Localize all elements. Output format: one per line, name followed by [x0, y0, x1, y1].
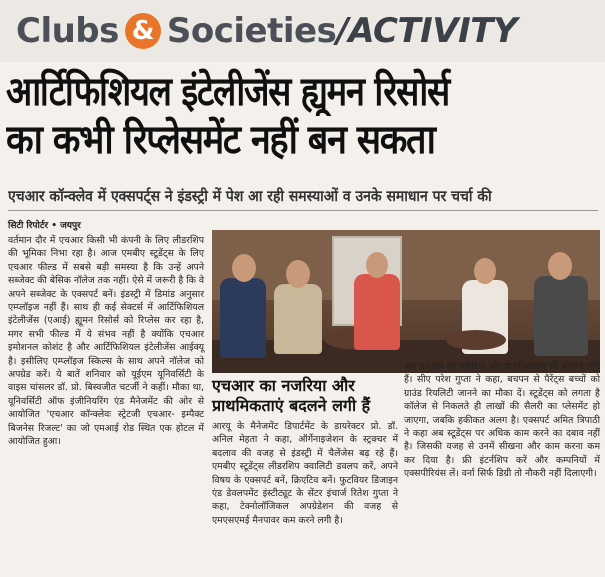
speaker-3	[354, 274, 400, 350]
event-photo	[212, 230, 600, 373]
speaker-1	[220, 278, 266, 358]
article-column-1: वर्तमान दौर में एचआर किसी भी कंपनी के लिए लीडरशिप की भूमिका निभा रहा है। आज एमबीए स्टूडेंट्स के लिए एचआर फील्ड में सबसे बड़ी समस्या है कि उन्हें अपने सब्जेक्ट की बेसिक नॉलेज तक नहीं। ऐसे में जरूरी है कि वे अपने सब्जेक्ट के एक्सपर्ट बनें। इंडस्ट्री में डिमांड अनुसार एम्प्लॉइज नहीं हैं। साथ ही कई सेक्टर्स में आर्टिफिशियल इंटेलीजेंस (एआई) ह्यूमन रिसोर्स को रिप्लेस कर रहा है, मगर सभी फील्ड में ये संभव नहीं है क्योंकि एचआर इमोशनल कोशंट है और आर्टिफिशियल इंटेलीजेंस आईक्यू है। इसीलिए एम्प्लॉइज स्किल्स के साथ अपने नॉलेज को अपग्रेड करें। ये बातें शनिवार को यूईएम यूनिवर्सिटी के वाइस चांसलर डॉ. प्रो. बिस्वजीत चटर्जी ने कहीं। मौका था, यूनिवर्सिटी ऑफ इंजीनियरिंग एंड मैनेजमेंट की ओर से आयोजित 'एचआर कॉन्क्लेवः स्ट्रेटजी एचआर- इम्पैक्ट बिजनेस रिजल्ट' का जो एमआई रोड स्थित एक होटल में आयोजित हुआ।	[8, 235, 204, 448]
byline: सिटी रिपोर्टर • जयपुर	[8, 221, 81, 231]
speaker-5-head	[548, 252, 572, 280]
banner-clubs: Clubs	[16, 11, 119, 51]
article-subtitle: एचआर का नजरिया और प्राथमिकताएं बदलने लगी हैं	[212, 376, 371, 415]
photo-table-2	[446, 330, 506, 350]
article-column-3: अब एचआर का नजरिया और प्राथमिकताएं भी बदलने लगी हैं। सीए परेश गुप्ता ने कहा, बचपन से पैरेंट्स बच्चों को ग्राउंड रियलिटी जानने का मौका दें। स्टूडेंट्स को लगता है कॉलेज से निकलते ही लाखों की सैलरी का प्लेसमेंट हो जाएगा, जबकि हकीकत अलग है। एक्सपर्ट अमित त्रिपाठी ने कहा अब स्टूडेंट्स पर अधिक काम करने का दबाव नहीं है। जिसकी वजह से उनमें सीखना और काम करना कम कर दिया है। फ्री इंटर्नशिप करें और कम्पनियों में एक्सपीरियंस लें। वर्ना सिर्फ डिग्री तो नौकरी नहीं दिलाएगी।	[404, 361, 600, 480]
speaker-3-head	[366, 252, 388, 278]
speaker-2-head	[286, 260, 310, 288]
article-column-2: आरयू के मैनेजमेंट डिपार्टमेंट के डायरेक्टर प्रो. डॉ. अनिल मेहता ने कहा, ऑर्गेनाइजेशन के स्ट्रक्चर में बदलाव की वजह से इंडस्ट्री में चैलेंजेस बढ़ रहे हैं। एमबीए स्टूडेंट्स लीडरशिप क्वालिटी डवलप करें, अपने विषय के एक्सपर्ट बनें, क्रिएटिव बनें। फुटवियर डिजाइन एंड डेवलपमेंट इंस्टीट्यूट के सेंटर इंचार्ज रितेश गुप्ता ने कहा, टेक्नोलॉजिकल अपग्रेडेशन की वजह से एमएसएमई मैनपावर कम करने लगी है।	[212, 421, 398, 526]
headline-line-1: आर्टिफिशियल इंटेलीजेंस ह्यूमन रिसोर्स	[6, 69, 449, 115]
headline	[6, 68, 600, 164]
banner-slash: /	[336, 11, 349, 51]
section-banner	[0, 0, 605, 62]
subheadline: एचआर कॉन्क्लेव में एक्सपर्ट्स ने इंडस्ट्री में पेश आ रही समस्याओं व उनके समाधान पर चर्चा की	[8, 187, 492, 205]
divider	[8, 210, 598, 211]
ampersand-icon: &	[125, 13, 161, 49]
banner-societies: Societies	[166, 11, 337, 51]
speaker-5	[534, 276, 588, 356]
headline-line-2: का कभी रिप्लेसमेंट नहीं बन सकता	[6, 117, 435, 163]
speaker-2	[274, 284, 322, 354]
speaker-1-head	[232, 254, 256, 282]
banner-activity: ACTIVITY	[348, 11, 518, 51]
speaker-4-head	[474, 258, 496, 284]
